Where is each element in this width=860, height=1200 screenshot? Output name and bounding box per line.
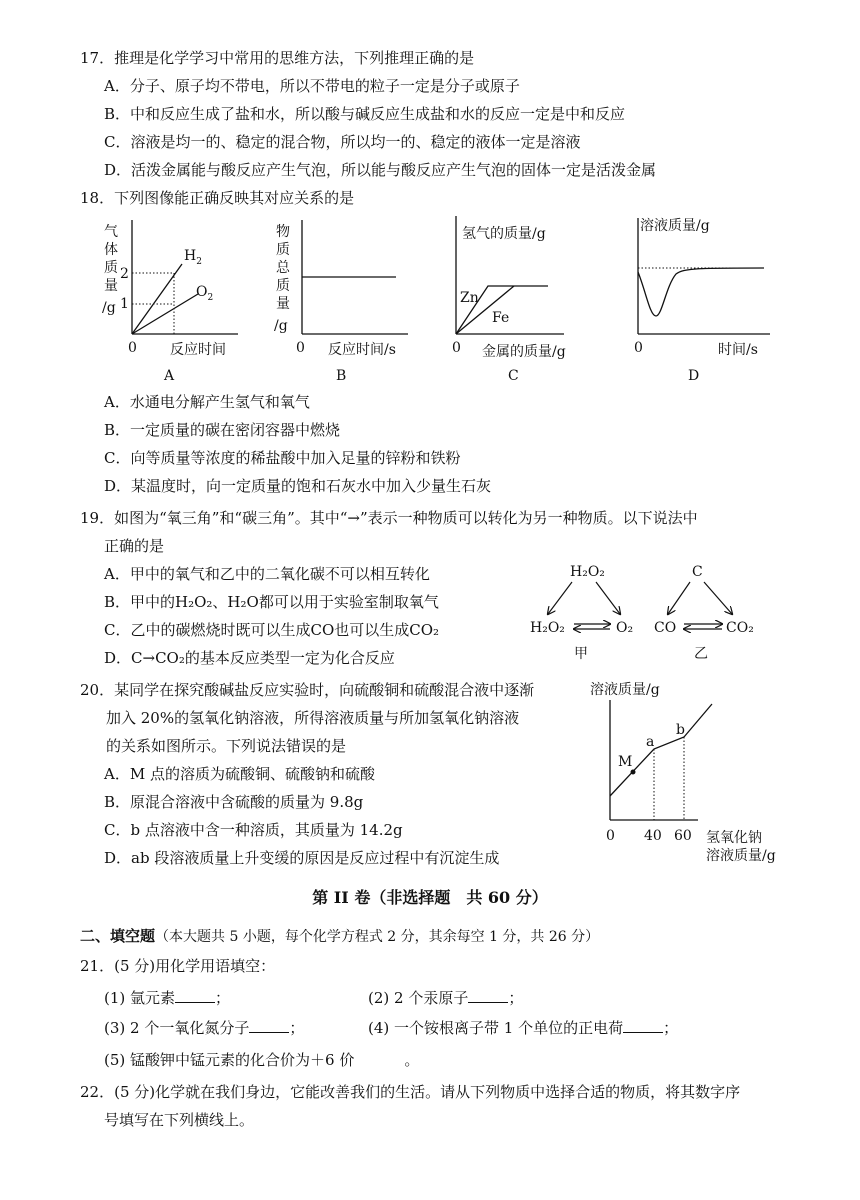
graph-c	[452, 216, 566, 384]
q21-sep-3: ；	[289, 1019, 305, 1037]
q20-chart-xlabel-1: 氢氧化钠	[706, 830, 762, 846]
q20-chart	[586, 676, 806, 866]
graph-a-tick-2: 2	[120, 266, 129, 282]
yi-caption: 乙	[694, 646, 708, 662]
graph-b-caption: B	[336, 368, 347, 384]
q18-graphs	[90, 212, 790, 390]
q20-chart-xlabel-2: 溶液质量/g	[706, 848, 776, 864]
graph-b-ylabel-2: 总	[276, 260, 290, 276]
q20-option-d: D．ab 段溶液质量上升变缓的原因是反应过程中有沉淀生成	[104, 849, 500, 867]
q21-end: 。	[404, 1051, 420, 1069]
graph-d	[634, 217, 770, 384]
q21-stem: 21．(5 分)用化学用语填空：	[80, 957, 276, 975]
graph-a	[102, 220, 238, 384]
q21-item-5-text: (5) 锰酸钾中锰元素的化合价为＋6 价	[104, 1051, 355, 1069]
q21-blank-2[interactable]	[468, 988, 508, 1003]
q21-blank-4[interactable]	[623, 1018, 663, 1033]
q21-item-2-text: (2) 2 个汞原子	[368, 989, 469, 1007]
q21-sep-4: ；	[663, 1019, 679, 1037]
graph-d-curve	[638, 268, 764, 316]
q17-option-b: B．中和反应生成了盐和水，所以酸与碱反应生成盐和水的反应一定是中和反应	[104, 105, 626, 123]
q20-option-c: C．b 点溶液中含一种溶质，其质量为 14.2g	[104, 821, 403, 839]
q19-option-b: B．甲中的H₂O₂、H₂O都可以用于实验室制取氧气	[104, 593, 439, 611]
graph-b-ylabel-0: 物	[276, 224, 290, 240]
graph-a-o2-label: $O_2$	[196, 284, 214, 303]
q18-option-d: D．某温度时，向一定质量的饱和石灰水中加入少量生石灰	[104, 477, 492, 495]
yi-top: C	[692, 564, 703, 580]
q19-option-a: A．甲中的氧气和乙中的二氧化碳不可以相互转化	[104, 565, 430, 583]
q17-option-c: C．溶液是均一的、稳定的混合物，所以均一的、稳定的液体一定是溶液	[104, 133, 581, 151]
q18-option-c: C．向等质量等浓度的稀盐酸中加入足量的锌粉和铁粉	[104, 449, 461, 467]
graph-d-origin: 0	[634, 340, 643, 356]
q20-option-a: A．M 点的溶质为硫酸铜、硫酸钠和硫酸	[104, 765, 375, 783]
graph-a-ylabel-3: 量	[104, 278, 118, 294]
q19-option-d: D．C→CO₂的基本反应类型一定为化合反应	[104, 649, 395, 667]
jia-arrow-left	[548, 582, 572, 614]
part2-heading-bold: 二、填空题	[80, 927, 156, 945]
graph-b-ylabel-1: 质	[276, 242, 290, 258]
q19-triangles-diagram	[522, 558, 782, 670]
graph-c-fe-label: Fe	[492, 310, 510, 326]
q19-stem-line1: 19．如图为“氧三角”和“碳三角”。其中“→”表示一种物质可以转化为另一种物质。以下说法中	[80, 509, 698, 527]
graph-b-ylabel-5: /g	[274, 318, 288, 334]
graph-c-ylabel: 氢气的质量/g	[462, 226, 546, 242]
q21-item-4	[368, 1018, 678, 1038]
jia-top: H₂O₂	[570, 564, 605, 580]
q20-chart-point-m	[631, 770, 636, 775]
graph-b-ylabel-4: 量	[276, 296, 290, 312]
yi-arrow-left	[668, 582, 690, 614]
q19-stem-line2: 正确的是	[104, 537, 165, 555]
graph-a-o2-line	[132, 294, 198, 334]
graph-a-xlabel: 反应时间	[170, 342, 226, 358]
q17-stem: 17．推理是化学学习中常用的思维方法，下列推理正确的是	[80, 49, 475, 67]
graph-b-origin: 0	[296, 340, 305, 356]
q20-chart-ylabel: 溶液质量/g	[590, 682, 660, 698]
graph-a-ylabel-1: 体	[104, 242, 118, 258]
graph-a-ylabel-4: /g	[102, 300, 116, 316]
q21-item-1-text: (1) 氩元素	[104, 989, 176, 1007]
graph-c-xlabel: 金属的质量/g	[482, 344, 566, 360]
jia-caption: 甲	[574, 646, 588, 662]
q20-option-b: B．原混合溶液中含硫酸的质量为 9.8g	[104, 793, 364, 811]
q21-sep-2: ；	[508, 989, 524, 1007]
jia-right: O₂	[616, 620, 634, 636]
q22-stem-line1: 22．(5 分)化学就在我们身边，它能改善我们的生活。请从下列物质中选择合适的物质，将其数字序	[80, 1083, 741, 1101]
q21-blank-3[interactable]	[249, 1018, 289, 1033]
graph-a-ylabel-2: 质	[104, 260, 118, 276]
q21-item-2	[368, 988, 523, 1008]
q20-chart-label-m: M	[618, 754, 633, 770]
q20-chart-origin: 0	[606, 828, 615, 844]
q18-option-b: B．一定质量的碳在密闭容器中燃烧	[104, 421, 341, 439]
q22-stem-line2: 号填写在下列横线上。	[104, 1111, 255, 1129]
q21-sep-1: ；	[215, 989, 231, 1007]
q18-option-a: A．水通电分解产生氢气和氧气	[104, 393, 310, 411]
graph-a-caption: A	[164, 368, 175, 384]
q21-item-1	[104, 988, 230, 1008]
graph-a-tick-1: 1	[120, 296, 129, 312]
q21-item-3	[104, 1018, 304, 1038]
q19-option-c: C．乙中的碳燃烧时既可以生成CO也可以生成CO₂	[104, 621, 440, 639]
graph-c-origin: 0	[452, 340, 461, 356]
q21-blank-1[interactable]	[175, 988, 215, 1003]
graph-a-h2-label: $H_2$	[184, 248, 202, 267]
q21-item-4-text: (4) 一个铵根离子带 1 个单位的正电荷	[368, 1019, 624, 1037]
graph-c-zn-label: Zn	[460, 290, 479, 306]
yi-left: CO	[654, 620, 677, 636]
q21-item-3-text: (3) 2 个一氧化氮分子	[104, 1019, 250, 1037]
q20-chart-tick-60: 60	[674, 828, 692, 844]
q20-chart-label-b: b	[676, 722, 685, 738]
q17-option-d: D．活泼金属能与酸反应产生气泡，所以能与酸反应产生气泡的固体一定是活泼金属	[104, 161, 657, 179]
q17-option-a: A．分子、原子均不带电，所以不带电的粒子一定是分子或原子	[104, 77, 520, 95]
q20-stem-line3: 的关系如图所示。下列说法错误的是	[106, 737, 347, 755]
graph-b-xlabel: 反应时间/s	[328, 342, 396, 358]
part2-heading-rest: （本大题共 5 小题，每个化学方程式 2 分，其余每空 1 分，共 26 分）	[155, 929, 600, 945]
graph-d-ylabel: 溶液质量/g	[640, 218, 710, 234]
graph-c-caption: C	[508, 368, 519, 384]
q20-chart-line	[610, 704, 712, 796]
graph-d-xlabel: 时间/s	[718, 342, 758, 358]
graph-d-caption: D	[688, 368, 700, 384]
yi-arrow-right	[704, 582, 732, 614]
part2-heading	[80, 926, 599, 947]
q20-stem-line1: 20．某同学在探究酸碱盐反应实验时，向硫酸铜和硫酸混合液中逐渐	[80, 681, 535, 699]
q21-item-5	[104, 1050, 419, 1070]
graph-a-ylabel-0: 气	[104, 224, 118, 240]
q18-stem: 18．下列图像能正确反映其对应关系的是	[80, 189, 355, 207]
graph-b-ylabel-3: 质	[276, 278, 290, 294]
graph-a-origin: 0	[128, 340, 137, 356]
yi-right: CO₂	[726, 620, 754, 636]
q20-stem-line2: 加入 20%的氢氧化钠溶液，所得溶液质量与所加氢氧化钠溶液	[106, 709, 520, 727]
q20-chart-tick-40: 40	[644, 828, 662, 844]
jia-left: H₂O₂	[530, 620, 565, 636]
graph-b	[274, 220, 408, 384]
q20-chart-label-a: a	[646, 734, 655, 750]
jia-arrow-right	[596, 582, 620, 614]
section-title: 第 II 卷（非选择题 共 60 分）	[312, 888, 548, 907]
